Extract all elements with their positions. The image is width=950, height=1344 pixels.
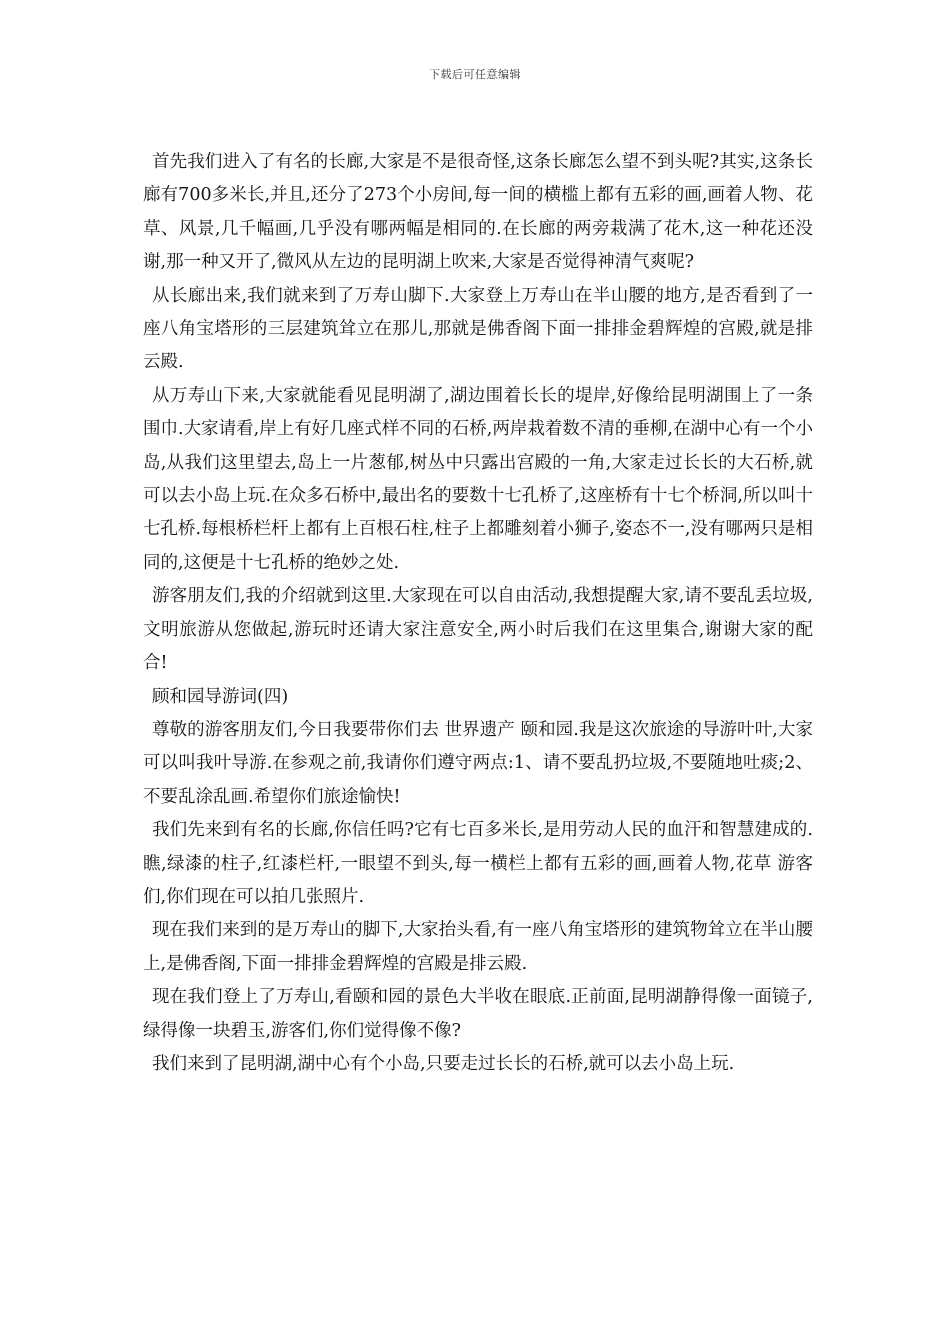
paragraph-closing-remarks: 游客朋友们,我的介绍就到这里.大家现在可以自由活动,我想提醒大家,请不要乱丢垃圾,文明旅游从您做起,游玩时还请大家注意安全,两小时后我们在这里集合,谢谢大家的配合! xyxy=(143,586,813,674)
document-body xyxy=(143,146,813,1081)
paragraph-corridor-visit: 我们先来到有名的长廊,你信任吗?它有七百多米长,是用劳动人民的血汗和智慧建成的.瞧,绿漆的柱子,红漆栏杆,一眼望不到头,每一横栏上都有五彩的画,画着人物,花草 游客们,你们现在可以拍几张照片. xyxy=(143,820,813,907)
paragraph-hill-top: 现在我们登上了万寿山,看颐和园的景色大半收在眼底.正前面,昆明湖静得像一面镜子,绿得像一块碧玉,游客们,你们觉得像不像? xyxy=(143,987,813,1041)
section-heading: 顾和园导游词(四) xyxy=(152,686,289,707)
page-header: 下载后可任意编辑 xyxy=(429,68,521,81)
paragraph-kunming-lake: 从万寿山下来,大家就能看见昆明湖了,湖边围着长长的堤岸,好像给昆明湖围上了一条围巾.大家请看,岸上有好几座式样不同的石桥,两岸栽着数不清的垂柳,在湖中心有一个小岛,从我们这里望去,岛上一片葱郁,树丛中只露出宫殿的一角,大家走过长长的大石桥,就可以去小岛上玩.在众多石桥中,最出名的要数十七孔桥了,这座桥有十七个桥洞,所以叫十七孔桥.每根桥栏杆上都有上百根石柱,柱子上都雕刻着小狮子,姿态不一,没有哪两只是相同的,这便是十七孔桥的绝妙之处. xyxy=(143,385,813,573)
paragraph-hill-foot: 现在我们来到的是万寿山的脚下,大家抬头看,有一座八角宝塔形的建筑物耸立在半山腰上,是佛香阁,下面一排排金碧辉煌的宫殿是排云殿. xyxy=(143,920,813,974)
paragraph-greeting: 尊敬的游客朋友们,今日我要带你们去 世界遗产 颐和园.我是这次旅途的导游叶叶,大家可以叫我叶导游.在参观之前,我请你们遵守两点:1、请不要乱扔垃圾,不要随地吐痰;2、不要乱涂乱画.希望你们旅途愉快! xyxy=(143,719,813,807)
paragraph-long-corridor: 首先我们进入了有名的长廊,大家是不是很奇怪,这条长廊怎么望不到头呢?其实,这条长廊有700多米长,并且,还分了273个小房间,每一间的横槛上都有五彩的画,画着人物、花草、风景,几千幅画,几乎没有哪两幅是相同的.在长廊的两旁栽满了花木,这一种花还没谢,那一种又开了,微风从左边的昆明湖上吹来,大家是否觉得神清气爽呢? xyxy=(143,152,813,273)
paragraph-longevity-hill: 从长廊出来,我们就来到了万寿山脚下.大家登上万寿山在半山腰的地方,是否看到了一座八角宝塔形的三层建筑耸立在那儿,那就是佛香阁下面一排排金碧辉煌的宫殿,就是排云殿. xyxy=(143,285,813,373)
paragraph-lake-island: 我们来到了昆明湖,湖中心有个小岛,只要走过长长的石桥,就可以去小岛上玩. xyxy=(152,1053,735,1074)
